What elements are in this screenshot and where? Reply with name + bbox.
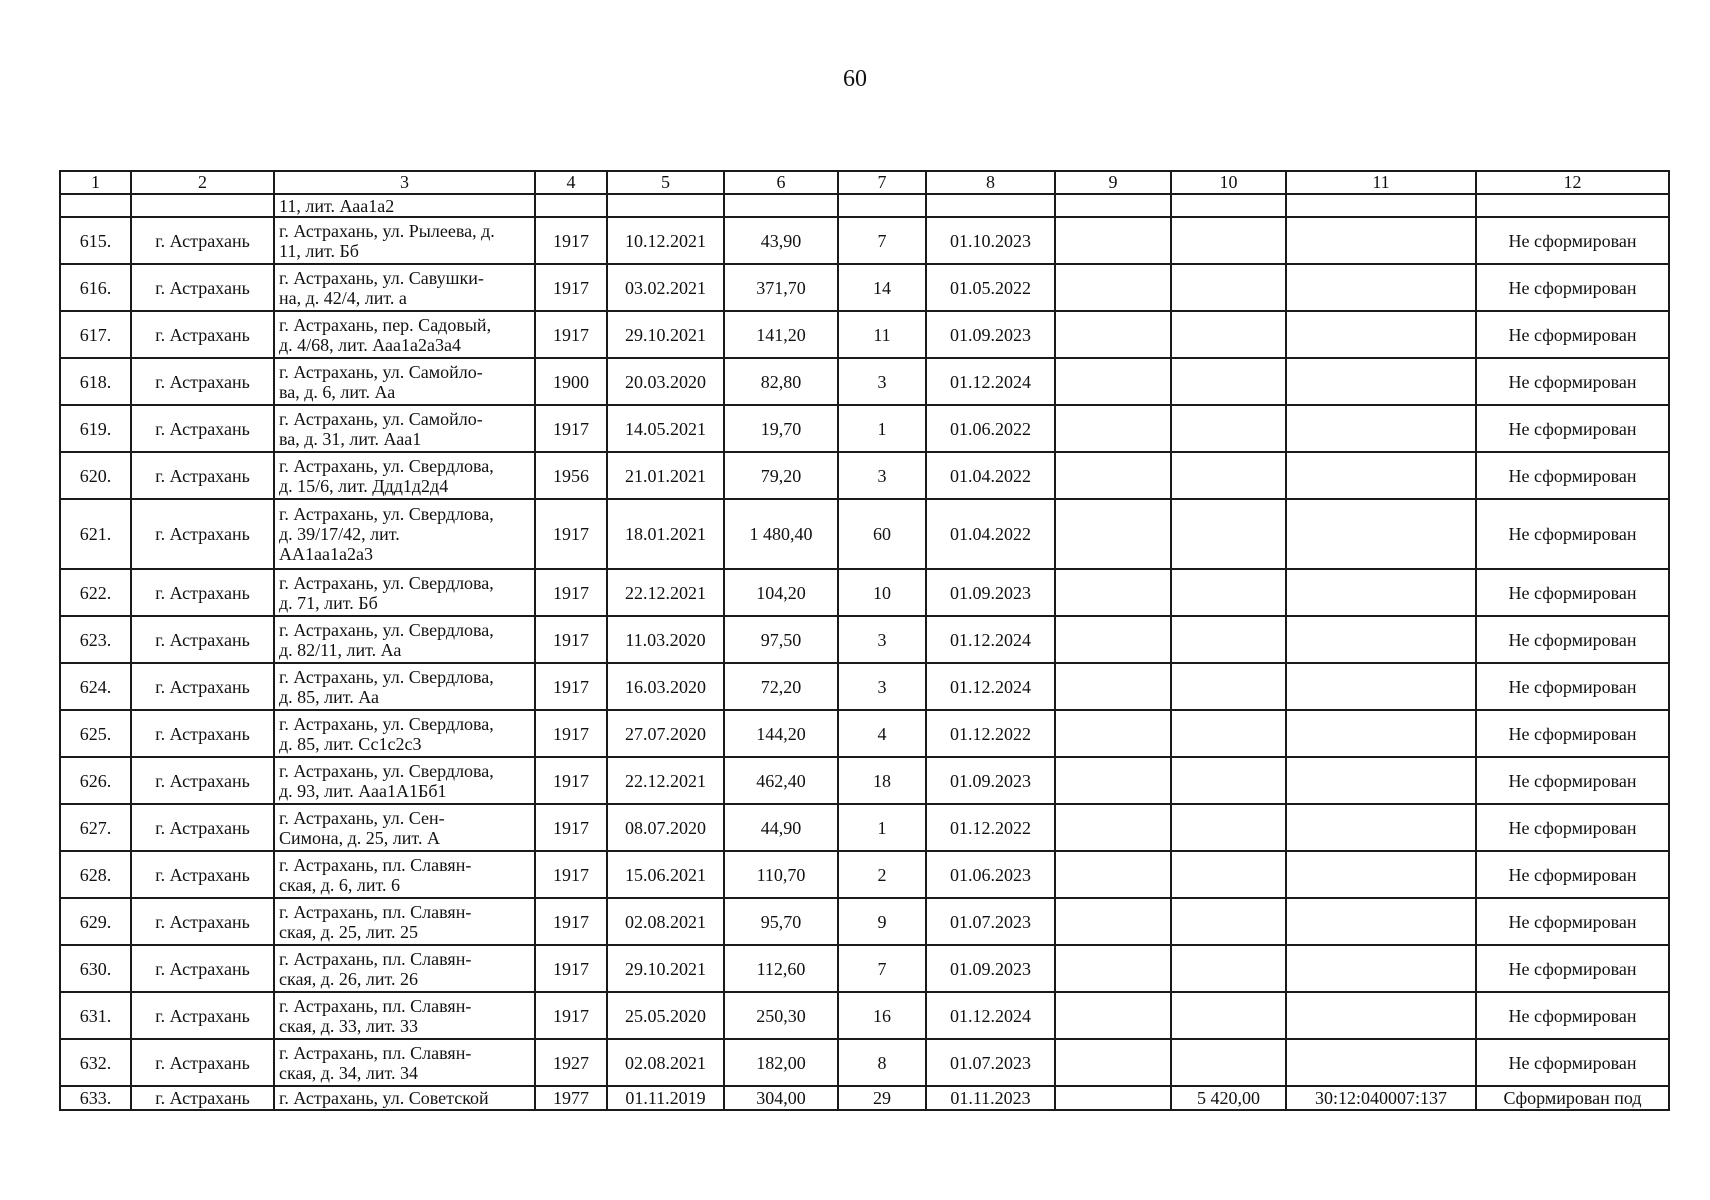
cadastral-cell	[1286, 405, 1476, 452]
cadastral-cell	[1286, 264, 1476, 311]
area-cell: 44,90	[724, 804, 838, 851]
residents-cell: 1	[838, 804, 926, 851]
address-cell: г. Астрахань, ул. Советской	[274, 1086, 535, 1110]
column-number-header: 2	[131, 171, 274, 194]
status-cell: Не сформирован	[1476, 569, 1669, 616]
year-cell: 1917	[535, 569, 607, 616]
table-row	[60, 898, 1669, 945]
residents-cell: 60	[838, 499, 926, 569]
row-number-cell: 628.	[60, 851, 131, 898]
col9-cell	[1055, 851, 1171, 898]
residents-cell: 2	[838, 851, 926, 898]
col10-cell	[1171, 757, 1286, 804]
city-cell: г. Астрахань	[131, 945, 274, 992]
city-cell: г. Астрахань	[131, 898, 274, 945]
col10-cell	[1171, 405, 1286, 452]
date-cell: 18.01.2021	[607, 499, 724, 569]
table-row	[60, 264, 1669, 311]
deadline-cell: 01.07.2023	[926, 1039, 1055, 1086]
table-row	[60, 804, 1669, 851]
page-number: 60	[843, 66, 867, 92]
status-cell: Не сформирован	[1476, 1039, 1669, 1086]
col10-cell: 5 420,00	[1171, 1086, 1286, 1110]
deadline-cell: 01.04.2022	[926, 499, 1055, 569]
date-cell: 01.11.2019	[607, 1086, 724, 1110]
year-cell: 1917	[535, 710, 607, 757]
year-cell: 1917	[535, 757, 607, 804]
city-cell: г. Астрахань	[131, 311, 274, 358]
deadline-cell: 01.07.2023	[926, 898, 1055, 945]
col10-cell	[1171, 264, 1286, 311]
row-number-cell: 620.	[60, 452, 131, 499]
row-number-cell: 633.	[60, 1086, 131, 1110]
cadastral-cell	[1286, 616, 1476, 663]
residents-cell: 10	[838, 569, 926, 616]
status-cell: Не сформирован	[1476, 945, 1669, 992]
row-number-cell: 629.	[60, 898, 131, 945]
table-row	[60, 992, 1669, 1039]
date-cell: 03.02.2021	[607, 264, 724, 311]
residents-cell: 3	[838, 358, 926, 405]
status-cell: Не сформирован	[1476, 264, 1669, 311]
residents-cell: 18	[838, 757, 926, 804]
city-cell: г. Астрахань	[131, 710, 274, 757]
city-cell: г. Астрахань	[131, 452, 274, 499]
address-cell: г. Астрахань, пл. Славян- ская, д. 34, лит. 34	[274, 1039, 535, 1086]
city-cell: г. Астрахань	[131, 569, 274, 616]
deadline-cell: 01.09.2023	[926, 757, 1055, 804]
deadline-cell: 01.09.2023	[926, 311, 1055, 358]
address-cell: г. Астрахань, ул. Самойло- ва, д. 31, лит. Ааа1	[274, 405, 535, 452]
residents-cell: 7	[838, 945, 926, 992]
address-cell: г. Астрахань, пл. Славян- ская, д. 33, лит. 33	[274, 992, 535, 1039]
status-cell: Не сформирован	[1476, 405, 1669, 452]
cadastral-cell	[1286, 569, 1476, 616]
year-cell: 1917	[535, 992, 607, 1039]
residents-cell: 3	[838, 452, 926, 499]
city-cell: г. Астрахань	[131, 992, 274, 1039]
col10-cell	[1171, 898, 1286, 945]
deadline-cell: 01.12.2024	[926, 992, 1055, 1039]
deadline-cell: 01.12.2022	[926, 710, 1055, 757]
address-cell: г. Астрахань, ул. Свердлова, д. 85, лит. Сс1с2с3	[274, 710, 535, 757]
residents-cell: 8	[838, 1039, 926, 1086]
table-row	[60, 1039, 1669, 1086]
row-number-cell: 631.	[60, 992, 131, 1039]
cadastral-cell	[1286, 311, 1476, 358]
deadline-cell: 01.06.2022	[926, 405, 1055, 452]
city-cell: г. Астрахань	[131, 663, 274, 710]
deadline-cell: 01.12.2024	[926, 616, 1055, 663]
residents-cell: 1	[838, 405, 926, 452]
status-cell: Не сформирован	[1476, 663, 1669, 710]
col10-cell	[1171, 311, 1286, 358]
address-cell: г. Астрахань, ул. Сен- Симона, д. 25, лит. А	[274, 804, 535, 851]
table-row	[60, 663, 1669, 710]
registry-body	[60, 194, 1669, 1110]
address-cell: г. Астрахань, ул. Свердлова, д. 93, лит. Ааа1А1Бб1	[274, 757, 535, 804]
col10-cell	[1171, 992, 1286, 1039]
table-row	[60, 945, 1669, 992]
col9-cell	[1055, 992, 1171, 1039]
column-number-header: 8	[926, 171, 1055, 194]
table-row	[60, 499, 1669, 569]
table-cell	[926, 194, 1055, 217]
date-cell: 02.08.2021	[607, 898, 724, 945]
address-cell: г. Астрахань, ул. Свердлова, д. 71, лит. Бб	[274, 569, 535, 616]
area-cell: 144,20	[724, 710, 838, 757]
col9-cell	[1055, 1039, 1171, 1086]
deadline-cell: 01.05.2022	[926, 264, 1055, 311]
status-cell: Не сформирован	[1476, 217, 1669, 264]
date-cell: 22.12.2021	[607, 757, 724, 804]
table-row	[60, 452, 1669, 499]
column-number-header: 5	[607, 171, 724, 194]
address-cell: г. Астрахань, ул. Свердлова, д. 85, лит. Аа	[274, 663, 535, 710]
deadline-cell: 01.12.2024	[926, 358, 1055, 405]
cadastral-cell	[1286, 217, 1476, 264]
col9-cell	[1055, 710, 1171, 757]
cadastral-cell	[1286, 358, 1476, 405]
table-cell	[1476, 194, 1669, 217]
address-cell: 11, лит. Ааа1а2	[274, 194, 535, 217]
table-row	[60, 616, 1669, 663]
area-cell: 79,20	[724, 452, 838, 499]
housing-registry-table	[59, 170, 1670, 1111]
deadline-cell: 01.12.2024	[926, 663, 1055, 710]
col9-cell	[1055, 311, 1171, 358]
area-cell: 250,30	[724, 992, 838, 1039]
cadastral-cell	[1286, 945, 1476, 992]
address-cell: г. Астрахань, пл. Славян- ская, д. 26, лит. 26	[274, 945, 535, 992]
status-cell: Не сформирован	[1476, 851, 1669, 898]
city-cell: г. Астрахань	[131, 499, 274, 569]
row-number-cell: 623.	[60, 616, 131, 663]
address-cell: г. Астрахань, ул. Самойло- ва, д. 6, лит. Аа	[274, 358, 535, 405]
column-number-header: 9	[1055, 171, 1171, 194]
date-cell: 25.05.2020	[607, 992, 724, 1039]
deadline-cell: 01.10.2023	[926, 217, 1055, 264]
cadastral-cell	[1286, 804, 1476, 851]
row-number-cell: 622.	[60, 569, 131, 616]
row-number-cell: 615.	[60, 217, 131, 264]
date-cell: 15.06.2021	[607, 851, 724, 898]
cadastral-cell	[1286, 663, 1476, 710]
address-cell: г. Астрахань, ул. Свердлова, д. 82/11, лит. Аа	[274, 616, 535, 663]
table-row	[60, 851, 1669, 898]
area-cell: 110,70	[724, 851, 838, 898]
table-cell	[607, 194, 724, 217]
col9-cell	[1055, 217, 1171, 264]
deadline-cell: 01.06.2023	[926, 851, 1055, 898]
table-row	[60, 311, 1669, 358]
col10-cell	[1171, 358, 1286, 405]
row-number-cell: 617.	[60, 311, 131, 358]
address-cell: г. Астрахань, пер. Садовый, д. 4/68, лит. Ааа1а2а3а4	[274, 311, 535, 358]
row-number-cell: 624.	[60, 663, 131, 710]
date-cell: 16.03.2020	[607, 663, 724, 710]
year-cell: 1917	[535, 851, 607, 898]
column-number-header: 3	[274, 171, 535, 194]
status-cell: Не сформирован	[1476, 311, 1669, 358]
deadline-cell: 01.04.2022	[926, 452, 1055, 499]
column-number-header: 6	[724, 171, 838, 194]
area-cell: 112,60	[724, 945, 838, 992]
residents-cell: 16	[838, 992, 926, 1039]
col9-cell	[1055, 499, 1171, 569]
date-cell: 08.07.2020	[607, 804, 724, 851]
table-cell	[724, 194, 838, 217]
address-cell: г. Астрахань, пл. Славян- ская, д. 25, лит. 25	[274, 898, 535, 945]
row-number-cell: 625.	[60, 710, 131, 757]
table-cell	[1171, 194, 1286, 217]
city-cell: г. Астрахань	[131, 405, 274, 452]
residents-cell: 3	[838, 616, 926, 663]
address-cell: г. Астрахань, ул. Свердлова, д. 39/17/42, лит. АА1аа1а2а3	[274, 499, 535, 569]
city-cell: г. Астрахань	[131, 804, 274, 851]
residents-cell: 9	[838, 898, 926, 945]
cadastral-cell	[1286, 757, 1476, 804]
col10-cell	[1171, 1039, 1286, 1086]
area-cell: 19,70	[724, 405, 838, 452]
deadline-cell: 01.12.2022	[926, 804, 1055, 851]
table-row	[60, 358, 1669, 405]
date-cell: 22.12.2021	[607, 569, 724, 616]
col10-cell	[1171, 945, 1286, 992]
table-row	[60, 569, 1669, 616]
city-cell: г. Астрахань	[131, 217, 274, 264]
col9-cell	[1055, 663, 1171, 710]
deadline-cell: 01.09.2023	[926, 945, 1055, 992]
deadline-cell: 01.09.2023	[926, 569, 1055, 616]
area-cell: 462,40	[724, 757, 838, 804]
col9-cell	[1055, 804, 1171, 851]
cadastral-cell	[1286, 898, 1476, 945]
date-cell: 20.03.2020	[607, 358, 724, 405]
col9-cell	[1055, 358, 1171, 405]
col10-cell	[1171, 452, 1286, 499]
year-cell: 1917	[535, 945, 607, 992]
address-cell: г. Астрахань, ул. Свердлова, д. 15/6, лит. Ддд1д2д4	[274, 452, 535, 499]
row-number-cell: 616.	[60, 264, 131, 311]
residents-cell: 29	[838, 1086, 926, 1110]
col9-cell	[1055, 452, 1171, 499]
column-number-header: 7	[838, 171, 926, 194]
column-number-header: 12	[1476, 171, 1669, 194]
status-cell: Не сформирован	[1476, 616, 1669, 663]
date-cell: 29.10.2021	[607, 945, 724, 992]
col10-cell	[1171, 804, 1286, 851]
area-cell: 1 480,40	[724, 499, 838, 569]
status-cell: Не сформирован	[1476, 898, 1669, 945]
address-cell: г. Астрахань, ул. Рылеева, д. 11, лит. Бб	[274, 217, 535, 264]
city-cell: г. Астрахань	[131, 264, 274, 311]
row-number-cell: 618.	[60, 358, 131, 405]
date-cell: 21.01.2021	[607, 452, 724, 499]
column-number-header-row	[60, 171, 1669, 194]
col9-cell	[1055, 757, 1171, 804]
row-number-cell: 621.	[60, 499, 131, 569]
area-cell: 371,70	[724, 264, 838, 311]
table-row	[60, 217, 1669, 264]
cadastral-cell	[1286, 1039, 1476, 1086]
col9-cell	[1055, 616, 1171, 663]
row-number-cell: 627.	[60, 804, 131, 851]
cadastral-cell	[1286, 992, 1476, 1039]
year-cell: 1956	[535, 452, 607, 499]
col9-cell	[1055, 264, 1171, 311]
area-cell: 95,70	[724, 898, 838, 945]
cadastral-cell	[1286, 710, 1476, 757]
row-number-cell: 632.	[60, 1039, 131, 1086]
table-cell	[1286, 194, 1476, 217]
table-cell	[131, 194, 274, 217]
area-cell: 43,90	[724, 217, 838, 264]
date-cell: 27.07.2020	[607, 710, 724, 757]
status-cell: Не сформирован	[1476, 499, 1669, 569]
col10-cell	[1171, 217, 1286, 264]
date-cell: 10.12.2021	[607, 217, 724, 264]
col9-cell	[1055, 569, 1171, 616]
col9-cell	[1055, 898, 1171, 945]
status-cell: Не сформирован	[1476, 710, 1669, 757]
column-number-header: 10	[1171, 171, 1286, 194]
table-cell	[838, 194, 926, 217]
status-cell: Не сформирован	[1476, 804, 1669, 851]
cadastral-cell	[1286, 851, 1476, 898]
residents-cell: 4	[838, 710, 926, 757]
date-cell: 14.05.2021	[607, 405, 724, 452]
column-number-header: 4	[535, 171, 607, 194]
status-cell: Не сформирован	[1476, 358, 1669, 405]
year-cell: 1927	[535, 1039, 607, 1086]
year-cell: 1917	[535, 311, 607, 358]
col10-cell	[1171, 851, 1286, 898]
residents-cell: 11	[838, 311, 926, 358]
area-cell: 82,80	[724, 358, 838, 405]
area-cell: 182,00	[724, 1039, 838, 1086]
year-cell: 1900	[535, 358, 607, 405]
table-cell	[1055, 194, 1171, 217]
city-cell: г. Астрахань	[131, 851, 274, 898]
year-cell: 1917	[535, 616, 607, 663]
year-cell: 1977	[535, 1086, 607, 1110]
city-cell: г. Астрахань	[131, 358, 274, 405]
col10-cell	[1171, 616, 1286, 663]
date-cell: 11.03.2020	[607, 616, 724, 663]
area-cell: 72,20	[724, 663, 838, 710]
column-number-header: 1	[60, 171, 131, 194]
address-cell: г. Астрахань, ул. Савушки- на, д. 42/4, лит. а	[274, 264, 535, 311]
year-cell: 1917	[535, 217, 607, 264]
cadastral-cell: 30:12:040007:137	[1286, 1086, 1476, 1110]
city-cell: г. Астрахань	[131, 757, 274, 804]
year-cell: 1917	[535, 898, 607, 945]
table-row	[60, 405, 1669, 452]
table-cell	[60, 194, 131, 217]
col10-cell	[1171, 710, 1286, 757]
residents-cell: 7	[838, 217, 926, 264]
city-cell: г. Астрахань	[131, 1086, 274, 1110]
year-cell: 1917	[535, 804, 607, 851]
date-cell: 02.08.2021	[607, 1039, 724, 1086]
status-cell: Не сформирован	[1476, 757, 1669, 804]
city-cell: г. Астрахань	[131, 1039, 274, 1086]
deadline-cell: 01.11.2023	[926, 1086, 1055, 1110]
table-row	[60, 757, 1669, 804]
city-cell: г. Астрахань	[131, 616, 274, 663]
date-cell: 29.10.2021	[607, 311, 724, 358]
year-cell: 1917	[535, 499, 607, 569]
table-row	[60, 1086, 1669, 1110]
row-number-cell: 630.	[60, 945, 131, 992]
status-cell: Не сформирован	[1476, 452, 1669, 499]
col10-cell	[1171, 569, 1286, 616]
area-cell: 104,20	[724, 569, 838, 616]
status-cell: Не сформирован	[1476, 992, 1669, 1039]
table-cell	[535, 194, 607, 217]
row-number-cell: 619.	[60, 405, 131, 452]
col9-cell	[1055, 945, 1171, 992]
col10-cell	[1171, 499, 1286, 569]
year-cell: 1917	[535, 663, 607, 710]
area-cell: 304,00	[724, 1086, 838, 1110]
cadastral-cell	[1286, 452, 1476, 499]
area-cell: 141,20	[724, 311, 838, 358]
col10-cell	[1171, 663, 1286, 710]
status-cell: Сформирован под	[1476, 1086, 1669, 1110]
residents-cell: 3	[838, 663, 926, 710]
col9-cell	[1055, 405, 1171, 452]
table-row	[60, 710, 1669, 757]
continuation-row	[60, 194, 1669, 217]
residents-cell: 14	[838, 264, 926, 311]
cadastral-cell	[1286, 499, 1476, 569]
row-number-cell: 626.	[60, 757, 131, 804]
area-cell: 97,50	[724, 616, 838, 663]
year-cell: 1917	[535, 264, 607, 311]
address-cell: г. Астрахань, пл. Славян- ская, д. 6, лит. 6	[274, 851, 535, 898]
column-number-header: 11	[1286, 171, 1476, 194]
year-cell: 1917	[535, 405, 607, 452]
col9-cell	[1055, 1086, 1171, 1110]
